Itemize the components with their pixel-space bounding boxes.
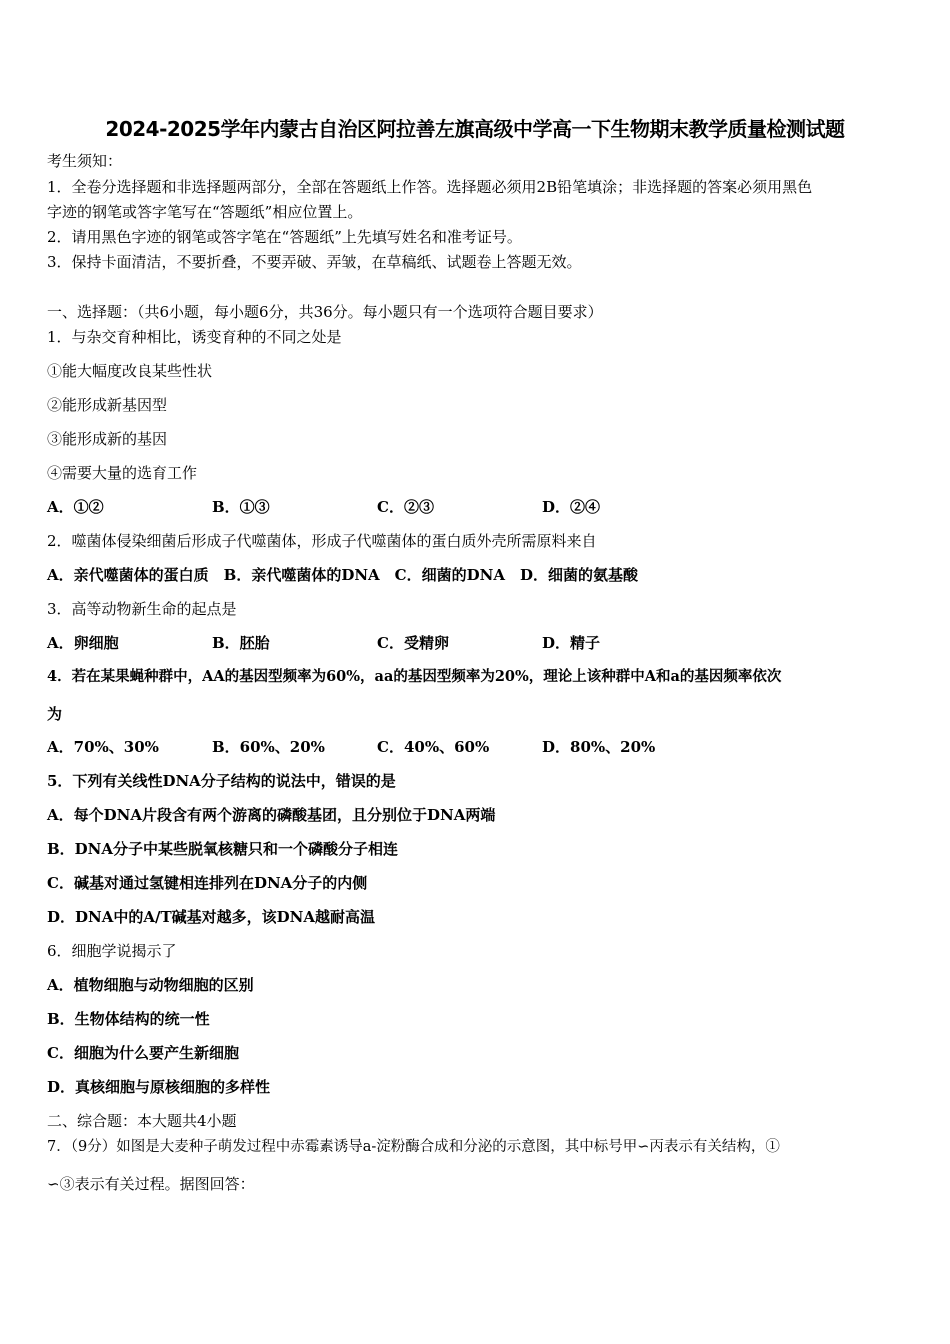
q1-option-b: B．①③ <box>212 498 270 516</box>
q4-option-c: C．40%、60% <box>377 738 490 756</box>
q6-option-b: B．生物体结构的统一性 <box>47 1010 210 1028</box>
page-title: 2024-2025学年内蒙古自治区阿拉善左旗高级中学高一下生物期末教学质量检测试题 <box>105 117 845 141</box>
q3-option-b: B．胚胎 <box>212 634 270 652</box>
q5-option-a: A．每个DNA片段含有两个游离的磷酸基团，且分别位于DNA两端 <box>47 806 496 824</box>
section-1-heading: 一、选择题：（共6小题，每小题6分，共36分。每小题只有一个选项符合题目要求） <box>47 303 603 321</box>
q1-statement: ③能形成新的基因 <box>47 430 168 448</box>
q4-option-d: D．80%、20% <box>542 738 656 756</box>
q6-option-a: A．植物细胞与动物细胞的区别 <box>47 976 254 994</box>
question-7-stem: 7．（9分）如图是大麦种子萌发过程中赤霉素诱导a-淀粉酶合成和分泌的示意图，其中标号甲∽丙表示有关结构，① <box>47 1139 780 1155</box>
notice-item-1: 1．全卷分选择题和非选择题两部分，全部在答题纸上作答。选择题必须用2B铅笔填涂；非选择题的答案必须用黑色 <box>47 178 813 196</box>
question-3-stem: 3．高等动物新生命的起点是 <box>47 600 237 618</box>
q3-option-a: A．卵细胞 <box>47 634 119 652</box>
notice-item-3: 3．保持卡面清洁，不要折叠，不要弄破、弄皱，在草稿纸、试题卷上答题无效。 <box>47 253 582 271</box>
q6-option-d: D．真核细胞与原核细胞的多样性 <box>47 1078 271 1096</box>
q4-option-b: B．60%、20% <box>212 738 325 756</box>
q5-option-b: B．DNA分子中某些脱氧核糖只和一个磷酸分子相连 <box>47 840 399 858</box>
q3-option-c: C．受精卵 <box>377 634 449 652</box>
q3-option-d: D．精子 <box>542 634 601 652</box>
notice-heading: 考生须知： <box>47 152 123 170</box>
notice-item-1-cont: 字迹的钢笔或答字笔写在“答题纸”相应位置上。 <box>47 203 363 221</box>
q1-option-d: D．②④ <box>542 498 601 516</box>
q5-option-d: D．DNA中的A/T碱基对越多，该DNA越耐高温 <box>47 908 376 926</box>
q6-option-c: C．细胞为什么要产生新细胞 <box>47 1044 239 1062</box>
question-1-stem: 1．与杂交育种相比，诱变育种的不同之处是 <box>47 328 342 346</box>
question-5-stem: 5．下列有关线性DNA分子结构的说法中，错误的是 <box>47 772 396 790</box>
section-2-heading: 二、综合题：本大题共4小题 <box>47 1112 237 1130</box>
q1-statement: ①能大幅度改良某些性状 <box>47 362 213 380</box>
question-2-stem: 2．噬菌体侵染细菌后形成子代噬菌体，形成子代噬菌体的蛋白质外壳所需原料来自 <box>47 532 597 550</box>
q1-option-a: A．①② <box>47 498 104 516</box>
question-4-stem: 4．若在某果蝇种群中，AA的基因型频率为60%，aa的基因型频率为20%，理论上该种群中A和a的基因频率依次 <box>47 668 782 685</box>
notice-item-2: 2．请用黑色字迹的钢笔或答字笔在“答题纸”上先填写姓名和准考证号。 <box>47 228 522 246</box>
q5-option-c: C．碱基对通过氢键相连排列在DNA分子的内侧 <box>47 874 368 892</box>
q1-statement: ④需要大量的选育工作 <box>47 464 198 482</box>
question-4-stem-cont: 为 <box>47 705 63 723</box>
question-6-stem: 6．细胞学说揭示了 <box>47 942 177 960</box>
q1-statement: ②能形成新基因型 <box>47 396 168 414</box>
q2-options: A．亲代噬菌体的蛋白质 B．亲代噬菌体的DNA C．细菌的DNA D．细菌的氨基酸 <box>47 566 638 584</box>
question-7-stem-cont: ∽③表示有关过程。据图回答： <box>47 1175 255 1193</box>
q1-option-c: C．②③ <box>377 498 434 516</box>
q4-option-a: A．70%、30% <box>47 738 159 756</box>
